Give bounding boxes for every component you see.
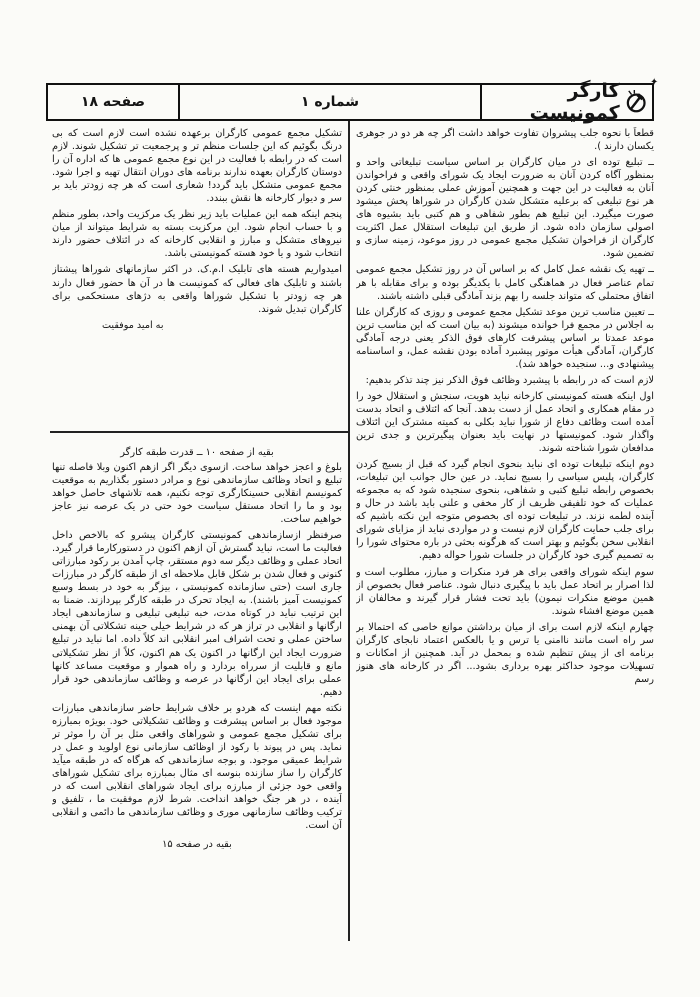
paragraph: تشکیل مجمع عمومی کارگران برعهده نشده است لازم است که بی درنگ بگوئیم که این جلسات منظم تر و پرجمعیت تر تشکیل شوند. لازم است که در رابطه با فعالیت در این نوع مجمع عمومی ها که اداره آن را دوستان کارگران بعهده ندارند برنامه های دوران انتقال تهیه و اجرا شود. مجمع عمومی متشکل باید گردد! شعاری است که هر چه زودتر باید بر سر و دیوار کارخانه ها نقش ببندد. xyxy=(52,128,342,205)
continuation-header: بقیه از صفحه ۱۰ ــ قدرت طبقه کارگر xyxy=(120,446,274,458)
issue-number-cell xyxy=(178,85,482,119)
closing-signature: به امید موفقیت xyxy=(102,319,164,331)
paragraph: ــ تعیین مناسب ترین موعد تشکیل مجمع عمومی و روزی که کارگران علنا به اجلاس در مجمع فرا خوانده میشوند (به بیان است که این مناسب ترین موعد عمدتا بر اساس پیشرفت کارهای فوق الذکر یعنی درجه آمادگی کارگران، آمادگی هیأت موتور پیشبرد آماده بودن نقشه عمل، و اساسنامه پیشنهادی و... سنجیده خواهد شد). xyxy=(356,306,654,370)
paragraph: نکته مهم اینست که هردو بر خلاف شرایط حاضر سازماندهی مبارزات موجود فعال بر اساس پیشرفت و وظائف تشکیلاتی خود. بویژه بمبارزه برای تشکیل مجمع عمومی و شوراهای واقعی مثل بر آن را موثر تر نماید. پس در پیوند با رکود از اوظائف سازمانی نوع اولوید و عمل در شرایط عمیقی موجود. و بوجه سازماندهی که هرگاه که در طبقه میآید کارگران را ساز سازنده بنوسه ای مثال بمبارزه برای تشکیل شوراهای واقعی خود جزئی از مبارزه برای ایجاد شوراهای انقلابی است که در آینده ، در هر جنگ خواهد انداخت. شرط لازم موفقیت ما ، تلفیق و ترکیب وظائف سازمانهی موری و وظائف سازماندهی ما دائمی و انقلابی آن است. xyxy=(52,702,342,832)
page-number-cell xyxy=(48,85,178,119)
paragraph: اول اینکه هسته کمونیستی کارخانه نباید هویت، سنجش و استقلال خود را در مقام همکاری و اتحاد عمل از دست بدهد. آنجا که ائتلاف و اتحاد بدست آمده است وظائف دفاع از شورا نباید بکلی به کمیته مشترک این ائتلاف واگذار شود. کمونیستها در نهایت باید بعنوان پیگیرترین و جدی ترین مدافعان شورا شناخته شوند. xyxy=(356,390,654,455)
hammer-sickle-emblem-icon xyxy=(626,88,646,116)
column-divider xyxy=(348,121,350,941)
paragraph: دوم اینکه تبلیغات توده ای نباید بنحوی انجام گیرد که قبل از بسیج کردن کارگران، پلیس سیاسی را بسیج نماید. در عین حال جوانب این تبلیغات، بخصوص رابطه تبلیغ کتبی و شفاهی، بنحوی سنجیده شود که به مجموعه عملیات که خود تلفیقی ظریف از کار مخفی و علنی باید باشد در حال و آینده لطمه نزند. در تبلیغات توده ای بخصوص متوجه این نکته باشیم که برای جلب حمایت کارگران لازم نیست و در مواردی نباید از مزایای شورای انقلابی سخن بگوئیم و بهتر است که هرگونه بحثی در باره محتوای شورا را به تصمیم گیری خود کارگران در جلسات شورا حواله دهیم. xyxy=(356,459,654,562)
right-column xyxy=(356,127,654,939)
paragraph: ــ تهیه یک نقشه عمل کامل که بر اساس آن در روز تشکیل مجمع عمومی تمام عناصر فعال در هماهنگی کامل با یکدیگر بوده و برای مقابله با هر اتفاق محتملی که متواند جلسه را بهم بزند آمادگی قبلی داشته باشند. xyxy=(356,264,654,302)
paragraph: چهارم اینکه لازم است برای از میان برداشتن موانع خاصی که احتمالا بر سر راه است مانند ناامنی یا ترس و یا بالعکس اعتماد نابجای کارگران برنامه ای از پیش تنظیم شده و بمحمل در آید. همچنین از امکانات و تسهیلات موجود حداکثر بهره برداری بشود... اگر در کارخانه های هنوز رسم xyxy=(356,621,654,685)
paragraph: قطعاً با نحوه جلب پیشروان تفاوت خواهد داشت اگر چه هر دو در جوهری یکسان دارند ). xyxy=(356,128,654,153)
paragraph: لازم است که در رابطه با پیشبرد وظائف فوق الذکر نیز چند تذکر بدهیم: xyxy=(365,374,654,386)
page-number: صفحه ۱۸ xyxy=(80,94,146,110)
page-header xyxy=(46,80,654,124)
paragraph: امیدواریم هسته های تابلیک ا.م.ک. در اکثر سازمانهای شوراها پیشتاز باشند و تابلیک های فعالی که کمونیست ها در آن ها حضور فعال دارند هر چه زودتر با تشکیل شوراها واقعی به دژهای مستحکمی برای کارگران تبدیل شوند. xyxy=(52,264,342,315)
publication-title-cell xyxy=(482,80,652,124)
paragraph: بلوغ و اعجز خواهد ساخت. ازسوی دیگر اگر ازهم اکنون وبلا فاصله تنها تبلیغ و اتحاد وظائف سازماندهی نوع و مرادر دستور بگذاریم به موقعیت کمونیسم انقلابی حسینکارگری توجه نکنیم، همه تلاشهای حاصل خواهد بود و ما را اتحاد مستقل سیاست خود حتی در یک عرصه نیز عاجز خواهیم ساخت. xyxy=(52,461,342,526)
section-divider xyxy=(50,431,348,433)
paragraph: ــ تبلیغ توده ای در میان کارگران بر اساس سیاست تبلیغاتی واحد و بمنظور آگاه کردن آنان به ضرورت ایجاد یک شورای واقعی و فراخواندن آنان به فعالیت در این جهت و همچنین آموزش عملی بمنظور خنثی کردن هر نوع تبلیغی که برعلیه متشکل شدن کارگران در شوراها پخش میشود صورت میگیرد. این تبلیغ هم بطور شفاهی و هم کتبی باید بشیوه های اصولی سازمان داده شود. از طریق این تبلیغات استقلال عمل اکثریت کارگران از فراخوان تشکیل مجمع عمومی در روز موعود، زمینه سازی و تضمین شود. xyxy=(356,157,654,260)
paragraph: پنجم اینکه همه این عملیات باید زیر نظر یک مرکزیت واحد، بطور منظم و با حساب انجام شود. این مرکزیت بسته به شرایط میتواند از میان نیروهای متشکل و مبارز و انقلابی کارخانه که در ائتلاف حضور دارند انتخاب شود و یا خود هسته کمونیستی باشد. xyxy=(52,209,342,260)
star-mark-icon: ✦ xyxy=(650,77,659,88)
continued-on-note: بقیه در صفحه ۱۵ xyxy=(162,839,232,851)
issue-number: شماره ۱ xyxy=(300,94,360,110)
paragraph: سوم اینکه شورای واقعی برای هر فرد منکرات و مبارز، مطلوب است و لذا اصرار بر اتحاد عمل باید با پیگیری دنبال شود. عناصر فعال بخصوص از همین موضع منکرات نیمون) باید تحت فشار قرار گیرند و مخالفان از همین موضع افشاء شوند. xyxy=(356,566,654,617)
left-top-column xyxy=(52,127,342,423)
left-bottom-column xyxy=(52,436,342,938)
paragraph: صرفنظر ازسازماندهی کمونیستی کارگران پیشرو که بالاخص داخل فعالیت ما است، نباید گسترش آن ازهم اکنون در دستورکارما قرار گیرد. اتحاد عملی و وظائف دیگر سه دوم مستقر، چاپ آمدن بر رکود مبارزاتی کنونی و فعال شدن بر شکل قابل ملاحظه ای از طبقه کارگر در مبارزات جاری است (حتی سازمانده کمونیستی ، بیزگر به خود در بسط وسیع کمونیست آمیز باشند). به ایجاد تحرک در طبقه کارگر بپردازند. ضمنا به این ترتیب نباید در کوتاه مدت، خبه تبلیغی تبلیغی و سازماندهی ایجاد ارگانها و انقلابی در تراز هر که در شرایط خیلی حینه تشکلاتی آن بهمنی ساختن عملی و تحت اشراف امبر انقلابی اند کلاً داده. اما نباید در تبلیغ ضرورت ایجاد این ارگانها در اکنون یک هم اکنون، کلاً از نظر تشکیلاتی مانع و قابلیت از سرراه بردارد و راه هموار و موقعیت مساعد کانها عملی برای ایجاد این ارگانها در عرصه و وظائف سازماندهی خود قرار دهیم. xyxy=(52,530,342,698)
publication-title: کارگر کمونیست xyxy=(529,80,620,124)
